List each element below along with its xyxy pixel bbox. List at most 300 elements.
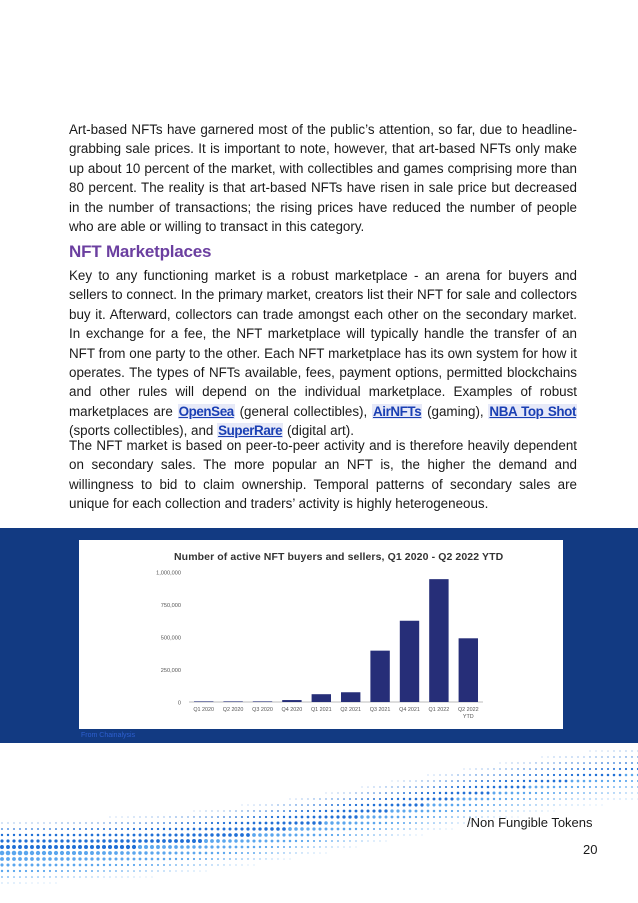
wave-dot: [108, 845, 112, 849]
wave-dot: [355, 840, 356, 841]
wave-dot: [54, 845, 58, 849]
wave-dot: [240, 833, 244, 837]
wave-dot: [517, 774, 519, 776]
wave-dot: [355, 822, 358, 825]
wave-dot: [102, 839, 105, 842]
wave-dot: [252, 839, 255, 842]
wave-dot: [337, 828, 340, 831]
wave-dot: [385, 786, 386, 787]
wave-dot: [271, 852, 273, 854]
wave-dot: [151, 870, 152, 871]
wave-dot: [439, 798, 442, 801]
wave-dot: [547, 774, 549, 776]
wave-dot: [343, 798, 345, 800]
wave-dot: [433, 828, 434, 829]
wave-dot: [595, 786, 597, 788]
wave-dot: [325, 798, 326, 799]
wave-dot: [2, 823, 3, 824]
superrare-link[interactable]: SuperRare: [218, 423, 283, 439]
y-tick-label: 500,000: [160, 635, 181, 642]
wave-dot: [541, 762, 542, 763]
wave-dot: [475, 786, 477, 788]
wave-dot: [607, 780, 609, 782]
wave-dot: [235, 816, 237, 818]
wave-dot: [192, 839, 196, 843]
wave-dot: [607, 756, 608, 757]
wave-dot: [344, 847, 345, 848]
wave-dot: [0, 863, 3, 866]
wave-dot: [73, 876, 74, 877]
wave-dot: [410, 781, 411, 782]
wave-dot: [608, 751, 609, 752]
wave-dot: [61, 834, 64, 837]
wave-dot: [30, 851, 34, 855]
wave-dot: [307, 840, 309, 842]
wave-dot: [73, 828, 75, 830]
wave-dot: [318, 827, 321, 830]
wave-dot: [355, 834, 357, 836]
wave-dot: [590, 805, 591, 806]
wave-dot: [607, 774, 610, 777]
wave-dot: [499, 792, 502, 795]
wave-dot: [0, 851, 4, 856]
wave-dot: [559, 804, 560, 805]
wave-dot: [505, 774, 507, 776]
wave-dot: [361, 840, 362, 841]
nba-top-shot-link[interactable]: NBA Top Shot: [489, 403, 577, 419]
wave-dot: [613, 768, 615, 770]
wave-dot: [596, 805, 597, 806]
wave-dot: [259, 858, 260, 859]
wave-dot: [415, 816, 417, 818]
wave-dot: [421, 810, 424, 813]
wave-dot: [379, 804, 382, 807]
wave-dot: [265, 852, 267, 854]
wave-dot: [505, 792, 508, 795]
wave-dot: [277, 852, 279, 854]
wave-dot: [403, 798, 405, 800]
wave-dot: [440, 775, 441, 776]
wave-dot: [43, 864, 46, 867]
wave-dot: [19, 876, 21, 878]
wave-dot: [505, 798, 507, 800]
wave-dot: [126, 851, 130, 855]
wave-dot: [277, 846, 279, 848]
wave-dot: [162, 839, 166, 843]
wave-dot: [300, 827, 303, 830]
wave-dot: [103, 870, 105, 872]
wave-dot: [476, 769, 477, 770]
wave-dot: [355, 828, 357, 830]
wave-dot: [487, 792, 490, 795]
wave-dot: [523, 774, 525, 776]
wave-dot: [397, 786, 398, 787]
wave-dot: [162, 845, 166, 849]
wave-dot: [246, 839, 249, 842]
wave-dot: [121, 864, 123, 866]
y-tick-label: 250,000: [160, 668, 181, 674]
wave-dot: [337, 798, 339, 800]
wave-dot: [277, 840, 280, 843]
wave-dot: [55, 828, 57, 830]
wave-dot: [572, 805, 573, 806]
wave-dot: [301, 834, 304, 837]
wave-dot: [451, 780, 453, 782]
wave-dot: [145, 858, 148, 861]
wave-dot: [157, 828, 159, 830]
wave-dot: [163, 870, 164, 871]
wave-dot: [319, 810, 321, 812]
wave-dot: [235, 846, 238, 849]
wave-dot: [96, 851, 100, 855]
wave-dot: [366, 815, 369, 818]
wave-dot: [181, 858, 183, 860]
wave-dot: [1, 870, 3, 872]
wave-dot: [146, 817, 147, 818]
wave-dot: [295, 816, 298, 819]
wave-dot: [529, 810, 530, 811]
wave-dot: [355, 798, 357, 800]
wave-dot: [306, 821, 309, 824]
wave-dot: [253, 852, 255, 854]
wave-dot: [205, 864, 206, 865]
wave-dot: [422, 835, 423, 836]
wave-dot: [511, 792, 514, 795]
wave-dot: [24, 845, 28, 849]
wave-dot: [48, 851, 52, 855]
wave-dot: [24, 857, 28, 861]
wave-dot: [553, 774, 555, 776]
wave-dot: [73, 870, 75, 872]
opensea-link[interactable]: OpenSea: [178, 403, 234, 419]
wave-dot: [108, 857, 111, 860]
wave-dot: [350, 847, 351, 848]
wave-dot: [271, 816, 273, 818]
paragraph-text: (digital art).: [283, 423, 354, 439]
wave-dot: [50, 883, 51, 884]
wave-dot: [91, 876, 92, 877]
wave-dot: [103, 864, 105, 866]
paragraph-text: (gaming),: [422, 403, 489, 419]
wave-dot: [217, 828, 220, 831]
wave-dot: [18, 863, 21, 866]
wave-dot: [397, 834, 398, 835]
wave-dot: [138, 851, 141, 854]
wave-dot: [139, 858, 142, 861]
wave-dot: [566, 757, 567, 758]
wave-dot: [199, 822, 201, 824]
wave-dot: [223, 822, 225, 824]
wave-dot: [409, 810, 412, 813]
wave-dot: [96, 857, 99, 860]
wave-dot: [32, 883, 33, 884]
wave-dot: [583, 774, 585, 776]
wave-dot: [595, 780, 597, 782]
wave-dot: [403, 786, 404, 787]
wave-dot: [313, 816, 316, 819]
wave-dot: [229, 822, 231, 824]
wave-dot: [601, 756, 602, 757]
wave-dot: [103, 822, 104, 823]
wave-dot: [511, 780, 513, 782]
wave-dot: [463, 810, 465, 812]
wave-dot: [18, 839, 21, 842]
wave-dot: [288, 833, 291, 836]
wave-dot: [331, 834, 333, 836]
section-heading: NFT Marketplaces: [69, 242, 212, 261]
wave-dot: [583, 786, 585, 788]
wave-dot: [151, 828, 153, 830]
wave-dot: [72, 851, 76, 855]
wave-dot: [163, 816, 164, 817]
wave-dot: [198, 839, 202, 843]
wave-dot: [67, 870, 69, 872]
wave-dot: [361, 798, 363, 800]
wave-dot: [12, 845, 16, 849]
wave-dot: [464, 769, 465, 770]
wave-dot: [590, 751, 591, 752]
wave-dot: [199, 852, 202, 855]
wave-dot: [206, 811, 207, 812]
wave-dot: [445, 780, 447, 782]
wave-dot: [42, 839, 45, 842]
figure-source[interactable]: From Chainalysis: [81, 732, 136, 739]
wave-dot: [60, 839, 63, 842]
wave-dot: [481, 810, 483, 812]
wave-dot: [403, 804, 406, 807]
wave-dot: [24, 839, 27, 842]
wave-dot: [475, 774, 476, 775]
wave-dot: [259, 810, 261, 812]
wave-dot: [433, 816, 435, 818]
wave-dot: [204, 839, 208, 843]
wave-dot: [349, 810, 352, 813]
wave-dot: [181, 828, 184, 831]
wave-dot: [156, 851, 159, 854]
wave-dot: [517, 798, 519, 800]
wave-dot: [571, 792, 573, 794]
wave-dot: [31, 822, 32, 823]
wave-dot: [126, 839, 129, 842]
wave-dot: [283, 804, 284, 805]
wave-dot: [595, 768, 597, 770]
wave-dot: [367, 834, 369, 836]
wave-dot: [144, 845, 148, 849]
wave-dot: [518, 763, 519, 764]
wave-dot: [403, 822, 405, 824]
wave-dot: [553, 798, 555, 800]
wave-dot: [31, 834, 33, 836]
wave-dot: [1, 876, 3, 878]
wave-dot: [626, 799, 627, 800]
wave-dot: [349, 798, 351, 800]
wave-dot: [372, 815, 375, 818]
wave-dot: [320, 853, 321, 854]
wave-dot: [505, 768, 506, 769]
wave-dot: [384, 809, 387, 812]
wave-dot: [295, 834, 298, 837]
wave-dot: [307, 804, 309, 806]
wave-dot: [378, 815, 381, 818]
wave-dot: [487, 780, 489, 782]
wave-dot: [602, 805, 603, 806]
wave-dot: [565, 762, 566, 763]
x-tick-label: Q2 2020: [222, 707, 244, 713]
wave-dot: [601, 768, 603, 770]
wave-dot: [631, 774, 634, 777]
wave-dot: [254, 805, 255, 806]
wave-dot: [324, 821, 328, 825]
wave-dot: [547, 804, 548, 805]
wave-dot: [440, 829, 441, 830]
wave-dot: [397, 798, 399, 800]
wave-dot: [206, 871, 207, 872]
wave-dot: [204, 833, 207, 836]
wave-dot: [559, 792, 561, 794]
wave-dot: [146, 877, 147, 878]
wave-dot: [475, 798, 478, 801]
wave-dot: [97, 822, 98, 823]
wave-dot: [150, 845, 154, 849]
wave-dot: [162, 833, 165, 836]
wave-dot: [13, 870, 15, 872]
wave-dot: [554, 757, 555, 758]
wave-dot: [25, 870, 27, 872]
wave-dot: [97, 828, 99, 830]
wave-dot: [91, 828, 93, 830]
wave-dot: [398, 781, 399, 782]
wave-dot: [228, 833, 232, 837]
wave-dot: [264, 833, 268, 837]
wave-dot: [60, 851, 64, 855]
wave-dot: [151, 858, 154, 861]
wave-dot: [7, 828, 9, 830]
wave-dot: [31, 876, 33, 878]
wave-dot: [175, 828, 177, 830]
wave-dot: [145, 870, 146, 871]
x-tick-label: Q2 2021: [340, 707, 362, 713]
wave-dot: [337, 810, 340, 813]
wave-dot: [523, 798, 525, 800]
wave-dot: [72, 857, 75, 860]
wave-dot: [121, 822, 122, 823]
wave-dot: [300, 821, 303, 824]
wave-dot: [132, 845, 136, 849]
wave-dot: [223, 852, 225, 854]
wave-dot: [361, 804, 363, 806]
wave-dot: [289, 810, 291, 812]
wave-dot: [565, 768, 567, 770]
bar-chart: [79, 540, 563, 729]
wave-dot: [326, 793, 327, 794]
wave-dot: [157, 858, 160, 861]
wave-dot: [457, 816, 459, 818]
wave-dot: [128, 877, 129, 878]
wave-dot: [457, 810, 459, 812]
x-tick-label: Q1 2021: [310, 707, 332, 713]
wave-dot: [289, 852, 290, 853]
wave-dot: [331, 828, 334, 831]
wave-dot: [229, 828, 232, 831]
wave-dot: [37, 876, 39, 878]
wave-dot: [217, 852, 219, 854]
wave-dot: [379, 798, 381, 800]
wave-dot: [12, 851, 17, 856]
wave-dot: [325, 810, 327, 812]
wave-dot: [37, 834, 40, 837]
x-tick-label: Q3 2020: [252, 707, 273, 713]
wave-dot: [565, 804, 566, 805]
wave-dot: [284, 859, 285, 860]
wave-dot: [390, 809, 393, 812]
wave-dot: [108, 839, 111, 842]
wave-dot: [589, 768, 591, 770]
wave-dot: [199, 816, 200, 817]
wave-dot: [403, 792, 405, 794]
bar: [400, 621, 419, 702]
wave-dot: [565, 792, 567, 794]
wave-dot: [427, 816, 429, 818]
wave-dot: [37, 870, 39, 872]
wave-dot: [625, 774, 628, 777]
wave-dot: [85, 864, 88, 867]
wave-dot: [217, 816, 219, 818]
wave-dot: [271, 810, 273, 812]
wave-dot: [253, 846, 256, 849]
wave-dot: [505, 810, 506, 811]
wave-dot: [331, 846, 332, 847]
wave-dot: [84, 839, 87, 842]
wave-dot: [410, 835, 411, 836]
wave-dot: [181, 852, 184, 855]
wave-dot: [493, 810, 495, 812]
wave-dot: [247, 858, 248, 859]
wave-dot: [391, 828, 393, 830]
wave-dot: [523, 762, 524, 763]
airnfts-link[interactable]: AirNFTs: [372, 403, 422, 419]
wave-dot: [108, 851, 112, 855]
wave-dot: [73, 864, 76, 867]
wave-dot: [271, 822, 274, 825]
wave-dot: [336, 815, 339, 818]
wave-dot: [529, 786, 532, 789]
wave-dot: [463, 774, 464, 775]
wave-dot: [403, 816, 406, 819]
wave-dot: [25, 876, 27, 878]
wave-dot: [337, 840, 339, 842]
wave-dot: [409, 792, 411, 794]
wave-dot: [385, 816, 388, 819]
wave-dot: [523, 792, 525, 794]
wave-dot: [200, 811, 201, 812]
wave-dot: [487, 774, 489, 776]
wave-dot: [48, 839, 51, 842]
wave-dot: [434, 775, 435, 776]
wave-dot: [312, 827, 315, 830]
wave-dot: [127, 858, 130, 861]
wave-dot: [138, 839, 142, 843]
wave-dot: [439, 810, 441, 812]
wave-dot: [109, 828, 111, 830]
wave-dot: [181, 822, 183, 824]
wave-dot: [301, 852, 302, 853]
wave-dot: [391, 798, 393, 800]
wave-dot: [259, 816, 261, 818]
wave-dot: [216, 839, 220, 843]
wave-dot: [451, 816, 453, 818]
wave-dot: [181, 864, 183, 866]
wave-dot: [31, 870, 33, 872]
